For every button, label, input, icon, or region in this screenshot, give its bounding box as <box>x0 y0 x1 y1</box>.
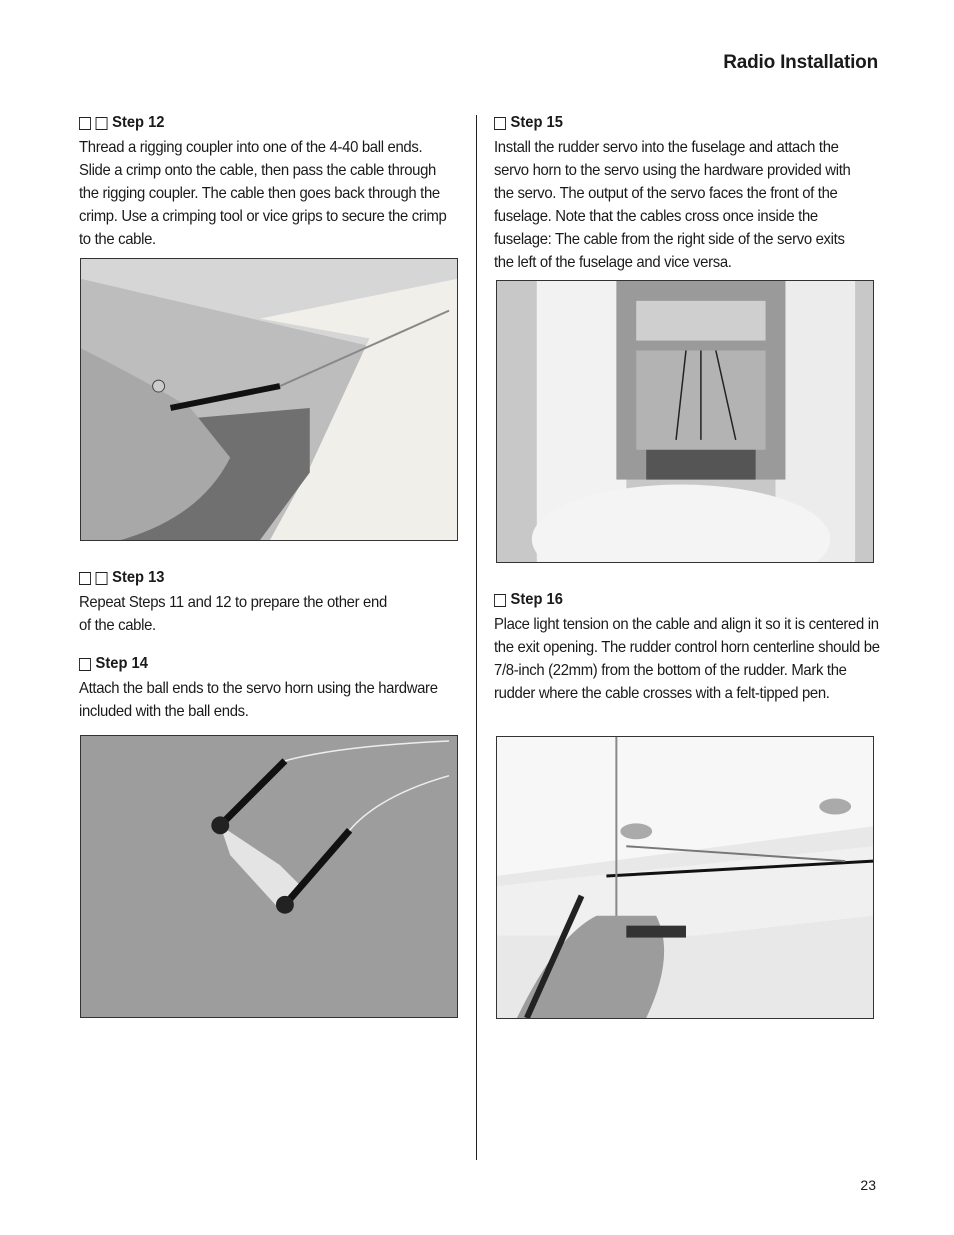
step-12-heading <box>79 112 429 134</box>
step-12-title: Step 12 <box>112 114 165 131</box>
step-14-text: Attach the ball ends to the servo horn using the hardware included with the ball ends. <box>79 680 438 720</box>
page-number: 23 <box>860 1177 876 1193</box>
left-column-lower <box>79 567 459 723</box>
right-column <box>494 112 874 274</box>
checkbox[interactable] <box>79 572 91 585</box>
step-16-title: Step 16 <box>510 591 563 608</box>
step-14-heading <box>79 653 429 675</box>
step-15-heading <box>494 112 844 134</box>
section-title: Radio Installation <box>723 52 878 73</box>
step-16-text: Place light tension on the cable and align it so it is centered in the exit opening. The rudder control horn centerline should be 7/8-inch (22mm) from the bottom of the rudder. Mark the rudder where the cable crosses with a felt-tipped pen. <box>494 616 880 702</box>
step-15-title: Step 15 <box>510 114 563 131</box>
checkbox[interactable] <box>494 117 506 130</box>
step-16-heading <box>494 589 844 611</box>
checkbox[interactable] <box>494 594 506 607</box>
step-13-title: Step 13 <box>112 569 165 586</box>
right-column-lower <box>494 589 880 705</box>
step-13-heading <box>79 567 429 589</box>
step-13-text: Repeat Steps 11 and 12 to prepare the other end of the cable. <box>79 594 387 634</box>
step-14-title: Step 14 <box>95 655 148 672</box>
column-divider <box>476 115 477 1160</box>
checkbox[interactable] <box>79 658 91 671</box>
left-column <box>79 112 459 251</box>
checkbox[interactable] <box>96 117 108 130</box>
step-15-text: Install the rudder servo into the fuselage and attach the servo horn to the servo using the hardware provided with the servo. The output of the servo faces the front of the fuselage. Note that the cables cross once inside the fuselage: The cable from the right side of the servo exits the left of the fuselage and vice versa. <box>494 139 851 271</box>
step-14-photo <box>80 735 458 1018</box>
step-15-photo <box>496 280 874 563</box>
step-12-text: Thread a rigging coupler into one of the 4-40 ball ends. Slide a crimp onto the cable, then pass the cable through the rigging coupler. The cable then goes back through the crimp. Use a crimping tool or vice grips to secure the crimp to the cable. <box>79 139 447 248</box>
checkbox[interactable] <box>79 117 91 130</box>
step-12-photo <box>80 258 458 541</box>
step-16-photo <box>496 736 874 1019</box>
checkbox[interactable] <box>96 572 108 585</box>
